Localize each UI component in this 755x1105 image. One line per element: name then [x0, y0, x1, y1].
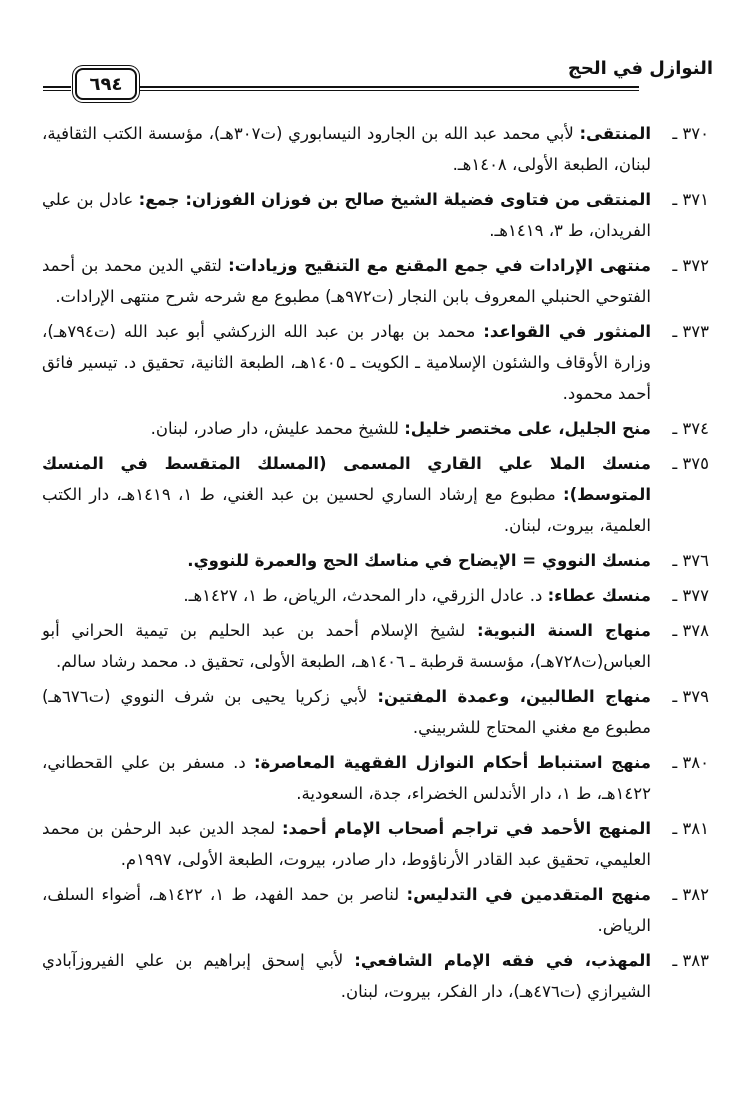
entry-title: منح الجليل، على مختصر خليل: [404, 419, 651, 438]
entry-details: للشيخ محمد عليش، دار صادر، لبنان. [150, 419, 399, 438]
entry-text [42, 118, 651, 180]
entry-title: المنتقى من فتاوى فضيلة الشيخ صالح بن فوزان الفوزان: جمع: [138, 190, 651, 209]
bibliography-entry [42, 316, 709, 409]
bibliography-entry [42, 747, 709, 809]
bibliography-entry [42, 615, 709, 677]
entry-number: ٣٧٠ ـ [672, 124, 709, 143]
entry-number: ٣٧٤ ـ [672, 419, 709, 438]
entry-number: ٣٨٢ ـ [672, 885, 709, 904]
page-number-frame [75, 68, 137, 100]
running-title: النوازل في الحج [567, 58, 713, 79]
bibliography-entry [42, 813, 709, 875]
entry-number: ٣٨١ ـ [672, 819, 709, 838]
entry-number: ٣٧٥ ـ [672, 454, 709, 473]
entry-title: منتهى الإرادات في جمع المقنع مع التنقيح وزيادات: [228, 256, 651, 275]
entry-text [42, 747, 651, 809]
entry-title: منسك النووي = الإيضاح في مناسك الحج والعمرة للنووي. [187, 551, 651, 570]
entry-text [42, 184, 651, 246]
bibliography-entry [42, 545, 709, 576]
entry-details: محمد بن بهادر بن عبد الله الزركشي أبو عبد الله (ت٧٩٤هـ)، وزارة الأوقاف والشئون الإسلامية ـ الكويت ـ ١٤٠٥هـ، الطبعة الثانية، تحقيق د. تيسير فائق أحمد محمود. [42, 322, 651, 403]
entry-text [42, 448, 651, 541]
entry-details: لأبي إسحق إبراهيم بن علي الفيروزآبادي الشيرازي (ت٤٧٦هـ)، دار الفكر، بيروت، لبنان. [42, 951, 651, 1001]
bibliography-list [42, 118, 709, 1011]
entry-title: منسك عطاء: [547, 586, 651, 605]
header-rule [136, 86, 639, 91]
entry-number: ٣٧١ ـ [672, 190, 709, 209]
bibliography-entry [42, 945, 709, 1007]
entry-number: ٣٧٧ ـ [672, 586, 709, 605]
entry-title: منسك الملا علي القاري المسمى (المسلك المتقسط في المنسك المتوسط): [42, 454, 651, 504]
entry-text [42, 250, 651, 312]
bibliography-entry [42, 184, 709, 246]
entry-number: ٣٧٣ ـ [672, 322, 709, 341]
entry-text [42, 813, 651, 875]
entry-details: عادل بن علي الفريدان، ط ٣، ١٤١٩هـ. [42, 190, 651, 240]
entry-details: د. مسفر بن علي القحطاني، ١٤٢٢هـ، ط ١، دار الأندلس الخضراء، جدة، السعودية. [42, 753, 651, 803]
bibliography-entry [42, 118, 709, 180]
entry-details: مطبوع مع إرشاد الساري لحسين بن عبد الغني، ط ١، ١٤١٩هـ، دار الكتب العلمية، بيروت، لبنان. [42, 485, 651, 535]
entry-number: ٣٧٨ ـ [672, 621, 709, 640]
entry-number: ٣٨٣ ـ [672, 951, 709, 970]
entry-number: ٣٧٩ ـ [672, 687, 709, 706]
bibliography-entry [42, 681, 709, 743]
entry-text [42, 545, 651, 576]
entry-number: ٣٧٦ ـ [672, 551, 709, 570]
header-rule-left [43, 86, 71, 91]
entry-title: المهذب، في فقه الإمام الشافعي: [354, 951, 651, 970]
entry-details: لأبي محمد عبد الله بن الجارود النيسابوري (ت٣٠٧هـ)، مؤسسة الكتب الثقافية، لبنان، الطبعة الأولى، ١٤٠٨هـ. [42, 124, 651, 174]
entry-title: المنثور في القواعد: [483, 322, 652, 341]
entry-title: منهج استنباط أحكام النوازل الفقهية المعاصرة: [253, 753, 651, 772]
entry-title: منهاج الطالبين، وعمدة المفتين: [377, 687, 651, 706]
bibliography-entry [42, 448, 709, 541]
entry-details: لمجد الدين عبد الرحمٰن بن محمد العليمي، تحقيق عبد القادر الأرناؤوط، دار صادر، بيروت، الطبعة الأولى، ١٩٩٧م. [42, 819, 651, 869]
entry-details: د. عادل الزرقي، دار المحدث، الرياض، ط ١، ١٤٢٧هـ. [183, 586, 543, 605]
entry-text [42, 681, 651, 743]
entry-title: المنهج الأحمد في تراجم أصحاب الإمام أحمد: [281, 819, 651, 838]
entry-text [42, 413, 651, 444]
entry-number: ٣٨٠ ـ [672, 753, 709, 772]
entry-text [42, 580, 651, 611]
page-number: ٦٩٤ [89, 73, 123, 95]
entry-details: لشيخ الإسلام أحمد بن عبد الحليم بن تيمية الحراني أبو العباس(ت٧٢٨هـ)، مؤسسة قرطبة ـ ١٤٠٦هـ، الطبعة الأولى، تحقيق د. محمد رشاد سالم. [42, 621, 651, 671]
entry-details: لأبي زكريا يحيى بن شرف النووي (ت٦٧٦هـ) مطبوع مع مغني المحتاج للشربيني. [42, 687, 651, 737]
bibliography-entry [42, 413, 709, 444]
entry-text [42, 615, 651, 677]
entry-title: المنتقى: [579, 124, 651, 143]
entry-details: لتقي الدين محمد بن أحمد الفتوحي الحنبلي المعروف بابن النجار (ت٩٧٢هـ) مطبوع مع شرحه شرح منتهى الإرادات. [42, 256, 651, 306]
entry-text [42, 945, 651, 1007]
entry-title: منهج المتقدمين في التدليس: [406, 885, 652, 904]
entry-text [42, 879, 651, 941]
entry-number: ٣٧٢ ـ [672, 256, 709, 275]
entry-details: لناصر بن حمد الفهد، ط ١، ١٤٢٢هـ، أضواء السلف، الرياض. [42, 885, 651, 935]
bibliography-entry [42, 250, 709, 312]
entry-text [42, 316, 651, 409]
entry-title: منهاج السنة النبوية: [476, 621, 651, 640]
bibliography-entry [42, 879, 709, 941]
bibliography-entry [42, 580, 709, 611]
